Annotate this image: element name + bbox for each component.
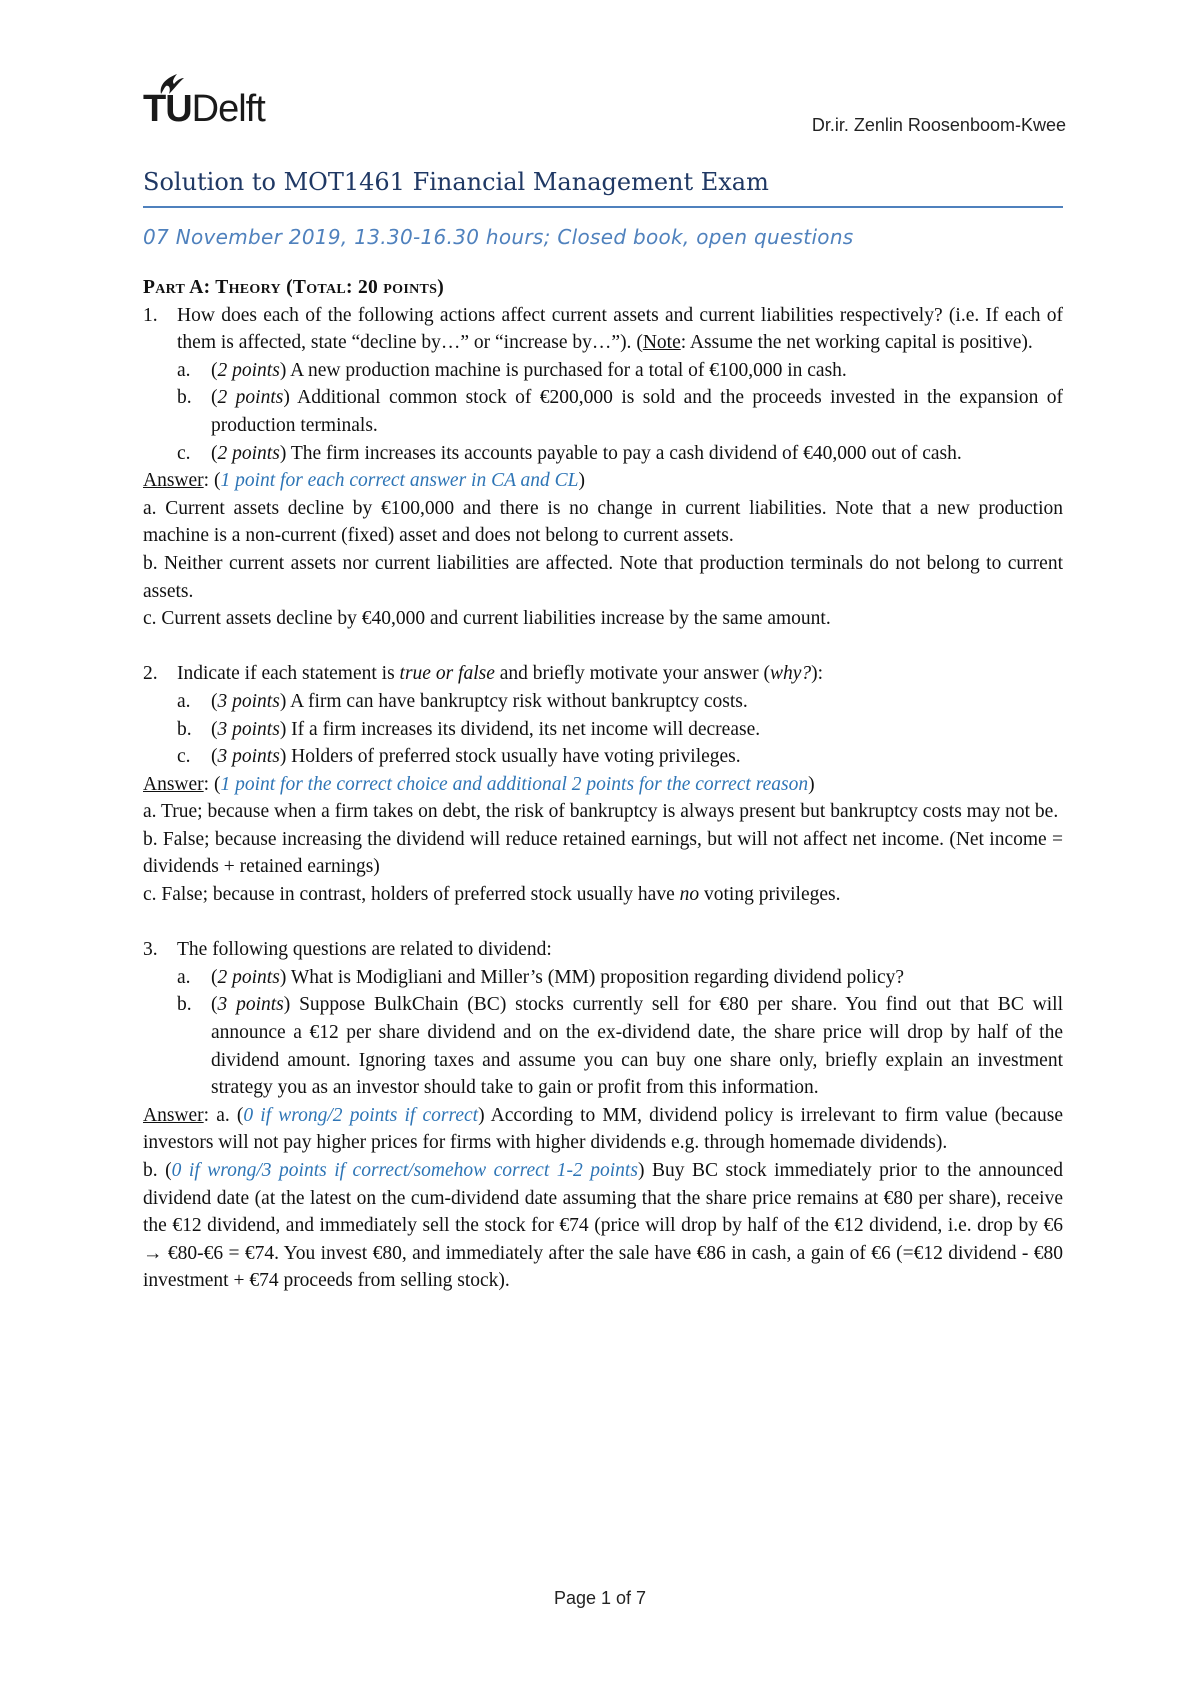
option-text: ) Additional common stock of €200,000 is sold and the proceeds invested in the expansion of production terminals. [211,387,1063,436]
option-letter: a. [177,690,191,712]
option-points: 3 points [217,994,284,1016]
question-2 [143,660,1063,688]
title-divider [143,206,1063,208]
question-number: 3. [143,939,158,961]
answer-1b: b. Neither current assets nor current liabilities are affected. Note that production terminals do not belong to current assets. [143,552,1063,602]
option-3b: b. (3 points) Suppose BulkChain (BC) stocks currently sell for €80 per share. You find out that BC will announce a €12 per share dividend and on the ex-dividend date, the share price will drop by half of the dividend amount. Ignoring taxes and assume you can buy one share only, briefly explain an investment strategy you as an investor should take to gain or profit from this information. [177,991,1063,1101]
option-points: 2 points [217,442,280,464]
option-text: ) A new production machine is purchased for a total of €100,000 in cash. [279,359,847,381]
note-label: Note [642,332,681,354]
question-1 [143,302,1063,357]
option-2a: a. (3 points) A firm can have bankruptcy risk without bankruptcy costs. [177,688,1063,716]
option-text: ) Holders of preferred stock usually have voting privileges. [279,746,741,768]
option-points: 3 points [217,746,280,768]
answer-3a [143,1102,1063,1157]
answer-label: Answer [143,1104,204,1126]
answer-text-italic: no [679,884,700,906]
question-text: and briefly motivate your answer ( [494,663,770,685]
answer-2-header: Answer: (1 point for the correct choice and additional 2 points for the correct reason) [143,773,815,795]
answer-text: c. False; because in contrast, holders of preferred stock usually have [143,884,680,906]
question-text: ): [811,663,824,685]
answer-1-header: Answer: (1 point for each correct answer in CA and CL) [143,470,585,492]
option-letter: b. [177,718,192,740]
option-1c: c. (2 points) The firm increases its accounts payable to pay a cash dividend of €40,000 out of cash. [177,440,1063,468]
author-name: Dr.ir. Zenlin Roosenboom-Kwee [811,115,1066,135]
document-title: Solution to MOT1461 Financial Management Exam [143,168,769,196]
option-points: 3 points [217,718,280,740]
option-1a: a. (2 points) A new production machine is purchased for a total of €100,000 in cash. [177,357,1063,385]
answer-prefix: : a. ( [203,1104,244,1126]
option-letter: a. [177,966,191,988]
answer-prefix: b. ( [143,1160,172,1181]
answer-text: voting privileges. [699,884,841,906]
part-a-heading: Part A: Theory (Total: 20 points) [143,277,445,298]
option-letter: b. [177,994,192,1016]
note-text: : Assume the net working capital is positive). [680,332,1033,354]
option-text: ) Suppose BulkChain (BC) stocks currently sell for €80 per share. You find out that BC will announce a €12 per share dividend and on the ex-dividend date, the share price will drop by half of the dividend amount. Ignoring taxes and assume you can buy one share only, briefly explain an investment strategy you as an investor should take to gain or profit from this information. [211,994,1063,1099]
option-letter: b. [177,387,192,409]
option-text: ) What is Modigliani and Miller’s (MM) proposition regarding dividend policy? [279,966,905,988]
option-letter: c. [177,746,191,768]
logo-tu: TU [143,88,192,130]
answer-2b: b. False; because increasing the dividend will reduce retained earnings, but will not affect net income. (Net income = dividends + retained earnings) [143,828,1063,878]
answer-text: ) Buy BC stock immediately prior to the announced dividend date (at the latest on the cum-dividend date assuming that the share price remains at €80 per share), receive the €12 dividend, and immediately sell the stock for €74 (price will drop by half of the €12 dividend, i.e. drop by €6 → €80-€6 = €74. You invest €80, and immediately after the sale have €86 in cash, a gain of €6 (=€12 dividend - €80 investment + €74 proceeds from selling stock). [143,1160,1064,1292]
question-number: 2. [143,663,158,685]
option-1b: b. (2 points) Additional common stock of €200,000 is sold and the proceeds invested in the expansion of production terminals. [177,384,1063,439]
option-3a: a. (2 points) What is Modigliani and Miller’s (MM) proposition regarding dividend policy? [177,964,1063,992]
question-text: How does each of the following actions affect current assets and current liabilities respectively? (i.e. If each of them is affected, state “decline by…” or “increase by…”). [177,304,1063,354]
option-points: 2 points [217,966,280,988]
option-text: ) If a firm increases its dividend, its net income will decrease. [279,718,761,740]
answer-3b [143,1157,1063,1295]
answer-scoring-note: 1 point for each correct answer in CA and CL [220,470,579,492]
question-3 [143,936,1063,964]
option-letter: a. [177,359,191,381]
logo-wordmark [143,88,265,131]
document-body [143,274,1063,1295]
tu-delft-logo [143,70,285,134]
answer-label: Answer [143,773,204,795]
answer-scoring-note: 1 point for the correct choice and additional 2 points for the correct reason [220,773,809,795]
answer-1c: c. Current assets decline by €40,000 and current liabilities increase by the same amount. [143,608,831,630]
option-text: ) The firm increases its accounts payable to pay a cash dividend of €40,000 out of cash. [279,442,962,464]
answer-text: ) According to MM, dividend policy is irrelevant to firm value (because investors will not pay higher prices for firms with higher dividends e.g. through homemade dividends). [143,1104,1063,1154]
question-text-italic: true or false [399,663,495,685]
logo-delft: Delft [191,88,265,130]
option-points: 2 points [217,387,284,409]
question-text: Indicate if each statement is [177,663,400,685]
answer-label: Answer [143,470,204,492]
answer-scoring-note: 0 if wrong/2 points if correct [243,1104,479,1126]
answer-2a: a. True; because when a firm takes on debt, the risk of bankruptcy is always present but bankruptcy costs may not be. [143,801,1059,823]
document-subtitle: 07 November 2019, 13.30-16.30 hours; Closed book, open questions [143,225,854,249]
option-text: ) A firm can have bankruptcy risk without bankruptcy costs. [279,690,748,712]
option-points: 3 points [217,690,280,712]
note-open: ( [636,332,643,354]
question-text-why: why? [769,663,812,685]
page-number: Page 1 of 7 [553,1588,647,1608]
answer-scoring-note: 0 if wrong/3 points if correct/somehow correct 1-2 points [171,1160,638,1181]
question-text: The following questions are related to dividend: [177,939,552,961]
option-2b: b. (3 points) If a firm increases its dividend, its net income will decrease. [177,716,1063,744]
option-2c: c. (3 points) Holders of preferred stock usually have voting privileges. [177,743,1063,771]
option-points: 2 points [217,359,280,381]
answer-1a: a. Current assets decline by €100,000 and there is no change in current liabilities. Note that a new production machine is a non-current (fixed) asset and does not belong to current assets. [143,497,1063,547]
answer-2c [143,881,1063,909]
question-number: 1. [143,304,158,326]
option-letter: c. [177,442,191,464]
